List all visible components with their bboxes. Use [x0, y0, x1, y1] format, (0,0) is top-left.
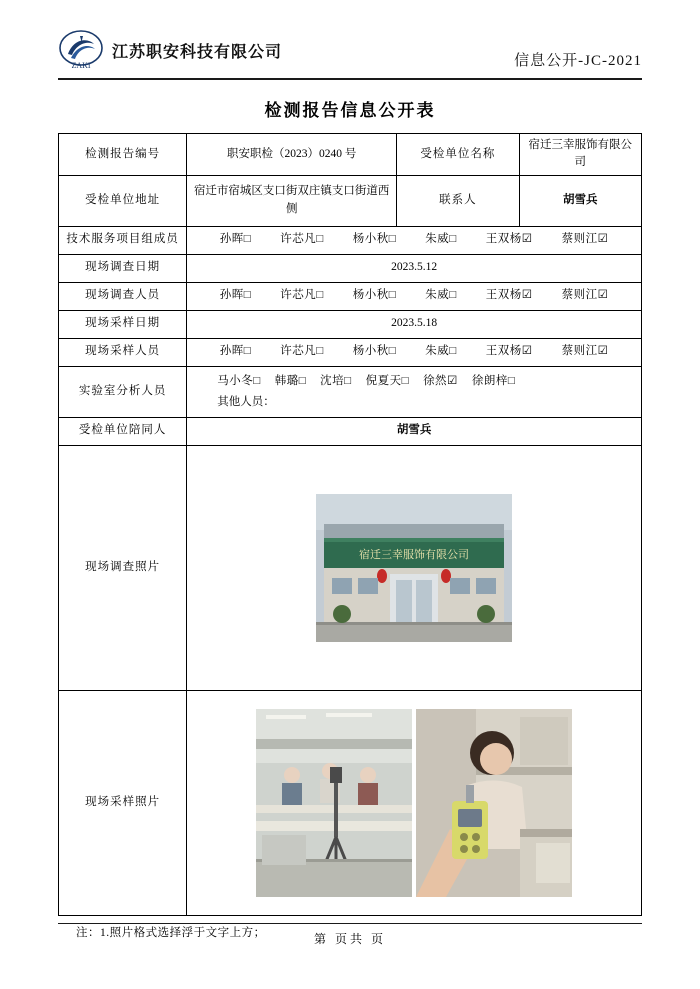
survey-staff-label: 现场调查人员	[59, 282, 187, 310]
staff-checkbox-item[interactable]: 孙晖□	[219, 289, 252, 302]
document-header	[58, 28, 642, 80]
staff-checkbox-item[interactable]: 韩璐□	[274, 375, 307, 388]
staff-checkbox-item[interactable]: 朱威□	[425, 345, 457, 358]
staff-checkbox-item[interactable]: 倪夏天□	[365, 375, 410, 388]
page-footer	[58, 923, 642, 947]
table-row	[59, 175, 642, 226]
contact-label: 联系人	[397, 175, 519, 226]
header-left-group	[58, 28, 282, 72]
footer-divider	[58, 923, 642, 924]
staff-checkbox-item[interactable]: 马小冬□	[217, 375, 261, 388]
table-notes: 注：1.照片格式选择浮于文字上方；	[76, 926, 266, 939]
sample-photo-cell	[187, 690, 642, 915]
report-no-label: 检测报告编号	[59, 134, 187, 176]
table-row	[59, 445, 642, 690]
staff-checkbox-item[interactable]: 朱威□	[425, 233, 457, 246]
lab-staff-cell	[187, 366, 642, 417]
lab-staff-line-2: 其他人员：	[217, 395, 275, 408]
accompany-value: 胡雪兵	[187, 417, 642, 445]
table-row	[59, 254, 642, 282]
workshop-sampling-photo	[256, 709, 412, 897]
sample-date-value: 2023.5.18	[187, 310, 642, 338]
staff-checkbox-item[interactable]: 蔡则江☑	[561, 233, 609, 246]
client-name-label: 受检单位名称	[397, 134, 519, 176]
table-row	[59, 338, 642, 366]
table-row	[59, 310, 642, 338]
survey-staff-list	[191, 287, 637, 304]
staff-checkbox-item[interactable]: 杨小秋□	[352, 233, 397, 246]
contact-value: 胡雪兵	[519, 175, 641, 226]
staff-checkbox-item[interactable]: 徐朗梓□	[471, 375, 516, 388]
staff-checkbox-item[interactable]: 许芯凡□	[280, 289, 324, 302]
info-table	[58, 133, 642, 916]
client-addr-label: 受检单位地址	[59, 175, 187, 226]
staff-checkbox-item[interactable]: 蔡则江☑	[561, 289, 609, 302]
svg-text:ZAKI: ZAKI	[71, 61, 91, 70]
staff-checkbox-item[interactable]: 朱威□	[425, 289, 457, 302]
table-row	[59, 134, 642, 176]
accompany-label: 受检单位陪同人	[59, 417, 187, 445]
survey-photo-label: 现场调查照片	[59, 445, 187, 690]
survey-staff-cell	[187, 282, 642, 310]
staff-checkbox-item[interactable]: 孙晖□	[219, 345, 252, 358]
survey-date-value: 2023.5.12	[187, 254, 642, 282]
document-code: 信息公开-JC-2021	[514, 53, 642, 69]
svg-text:宿迁三幸服饰有限公司: 宿迁三幸服饰有限公司	[359, 548, 470, 561]
factory-entrance-photo	[316, 494, 512, 642]
lab-staff-label: 实验室分析人员	[59, 366, 187, 417]
survey-date-label: 现场调查日期	[59, 254, 187, 282]
sample-photo-label: 现场采样照片	[59, 690, 187, 915]
staff-checkbox-item[interactable]: 徐然☑	[423, 375, 458, 388]
company-name: 江苏职安科技有限公司	[112, 43, 283, 61]
table-row	[59, 690, 642, 915]
staff-checkbox-item[interactable]: 蔡则江☑	[561, 345, 609, 358]
report-no-value: 职安职检（2023）0240 号	[187, 134, 397, 176]
sample-staff-list	[191, 343, 637, 360]
table-row	[59, 282, 642, 310]
staff-checkbox-item[interactable]: 王双杨☑	[485, 345, 533, 358]
company-logo-icon	[58, 28, 104, 72]
staff-checkbox-item[interactable]: 许芯凡□	[280, 345, 324, 358]
table-row	[59, 417, 642, 445]
client-name-value: 宿迁三幸服饰有限公司	[519, 134, 641, 176]
team-members-list	[191, 231, 637, 248]
staff-checkbox-item[interactable]: 沈培□	[320, 375, 352, 388]
handheld-detector-photo	[416, 709, 572, 897]
sample-date-label: 现场采样日期	[59, 310, 187, 338]
client-addr-value: 宿迁市宿城区支口街双庄镇支口街道西侧	[187, 175, 397, 226]
staff-checkbox-item[interactable]: 杨小秋□	[352, 289, 397, 302]
footer-page-number: 第 页共 页	[313, 932, 386, 946]
sample-staff-cell	[187, 338, 642, 366]
sample-photo-wrap	[191, 709, 637, 897]
staff-checkbox-item[interactable]: 王双杨☑	[485, 233, 533, 246]
staff-checkbox-item[interactable]: 许芯凡□	[280, 233, 324, 246]
staff-checkbox-item[interactable]: 孙晖□	[219, 233, 252, 246]
table-row	[59, 366, 642, 417]
staff-checkbox-item[interactable]: 杨小秋□	[352, 345, 397, 358]
staff-checkbox-item[interactable]: 王双杨☑	[485, 289, 533, 302]
lab-staff-line-1	[191, 371, 637, 391]
sample-staff-label: 现场采样人员	[59, 338, 187, 366]
survey-photo-wrap	[191, 494, 637, 642]
survey-photo-cell	[187, 445, 642, 690]
team-members-cell	[187, 226, 642, 254]
team-label: 技术服务项目组成员	[59, 226, 187, 254]
page-title: 检测报告信息公开表	[264, 101, 436, 120]
table-row	[59, 226, 642, 254]
